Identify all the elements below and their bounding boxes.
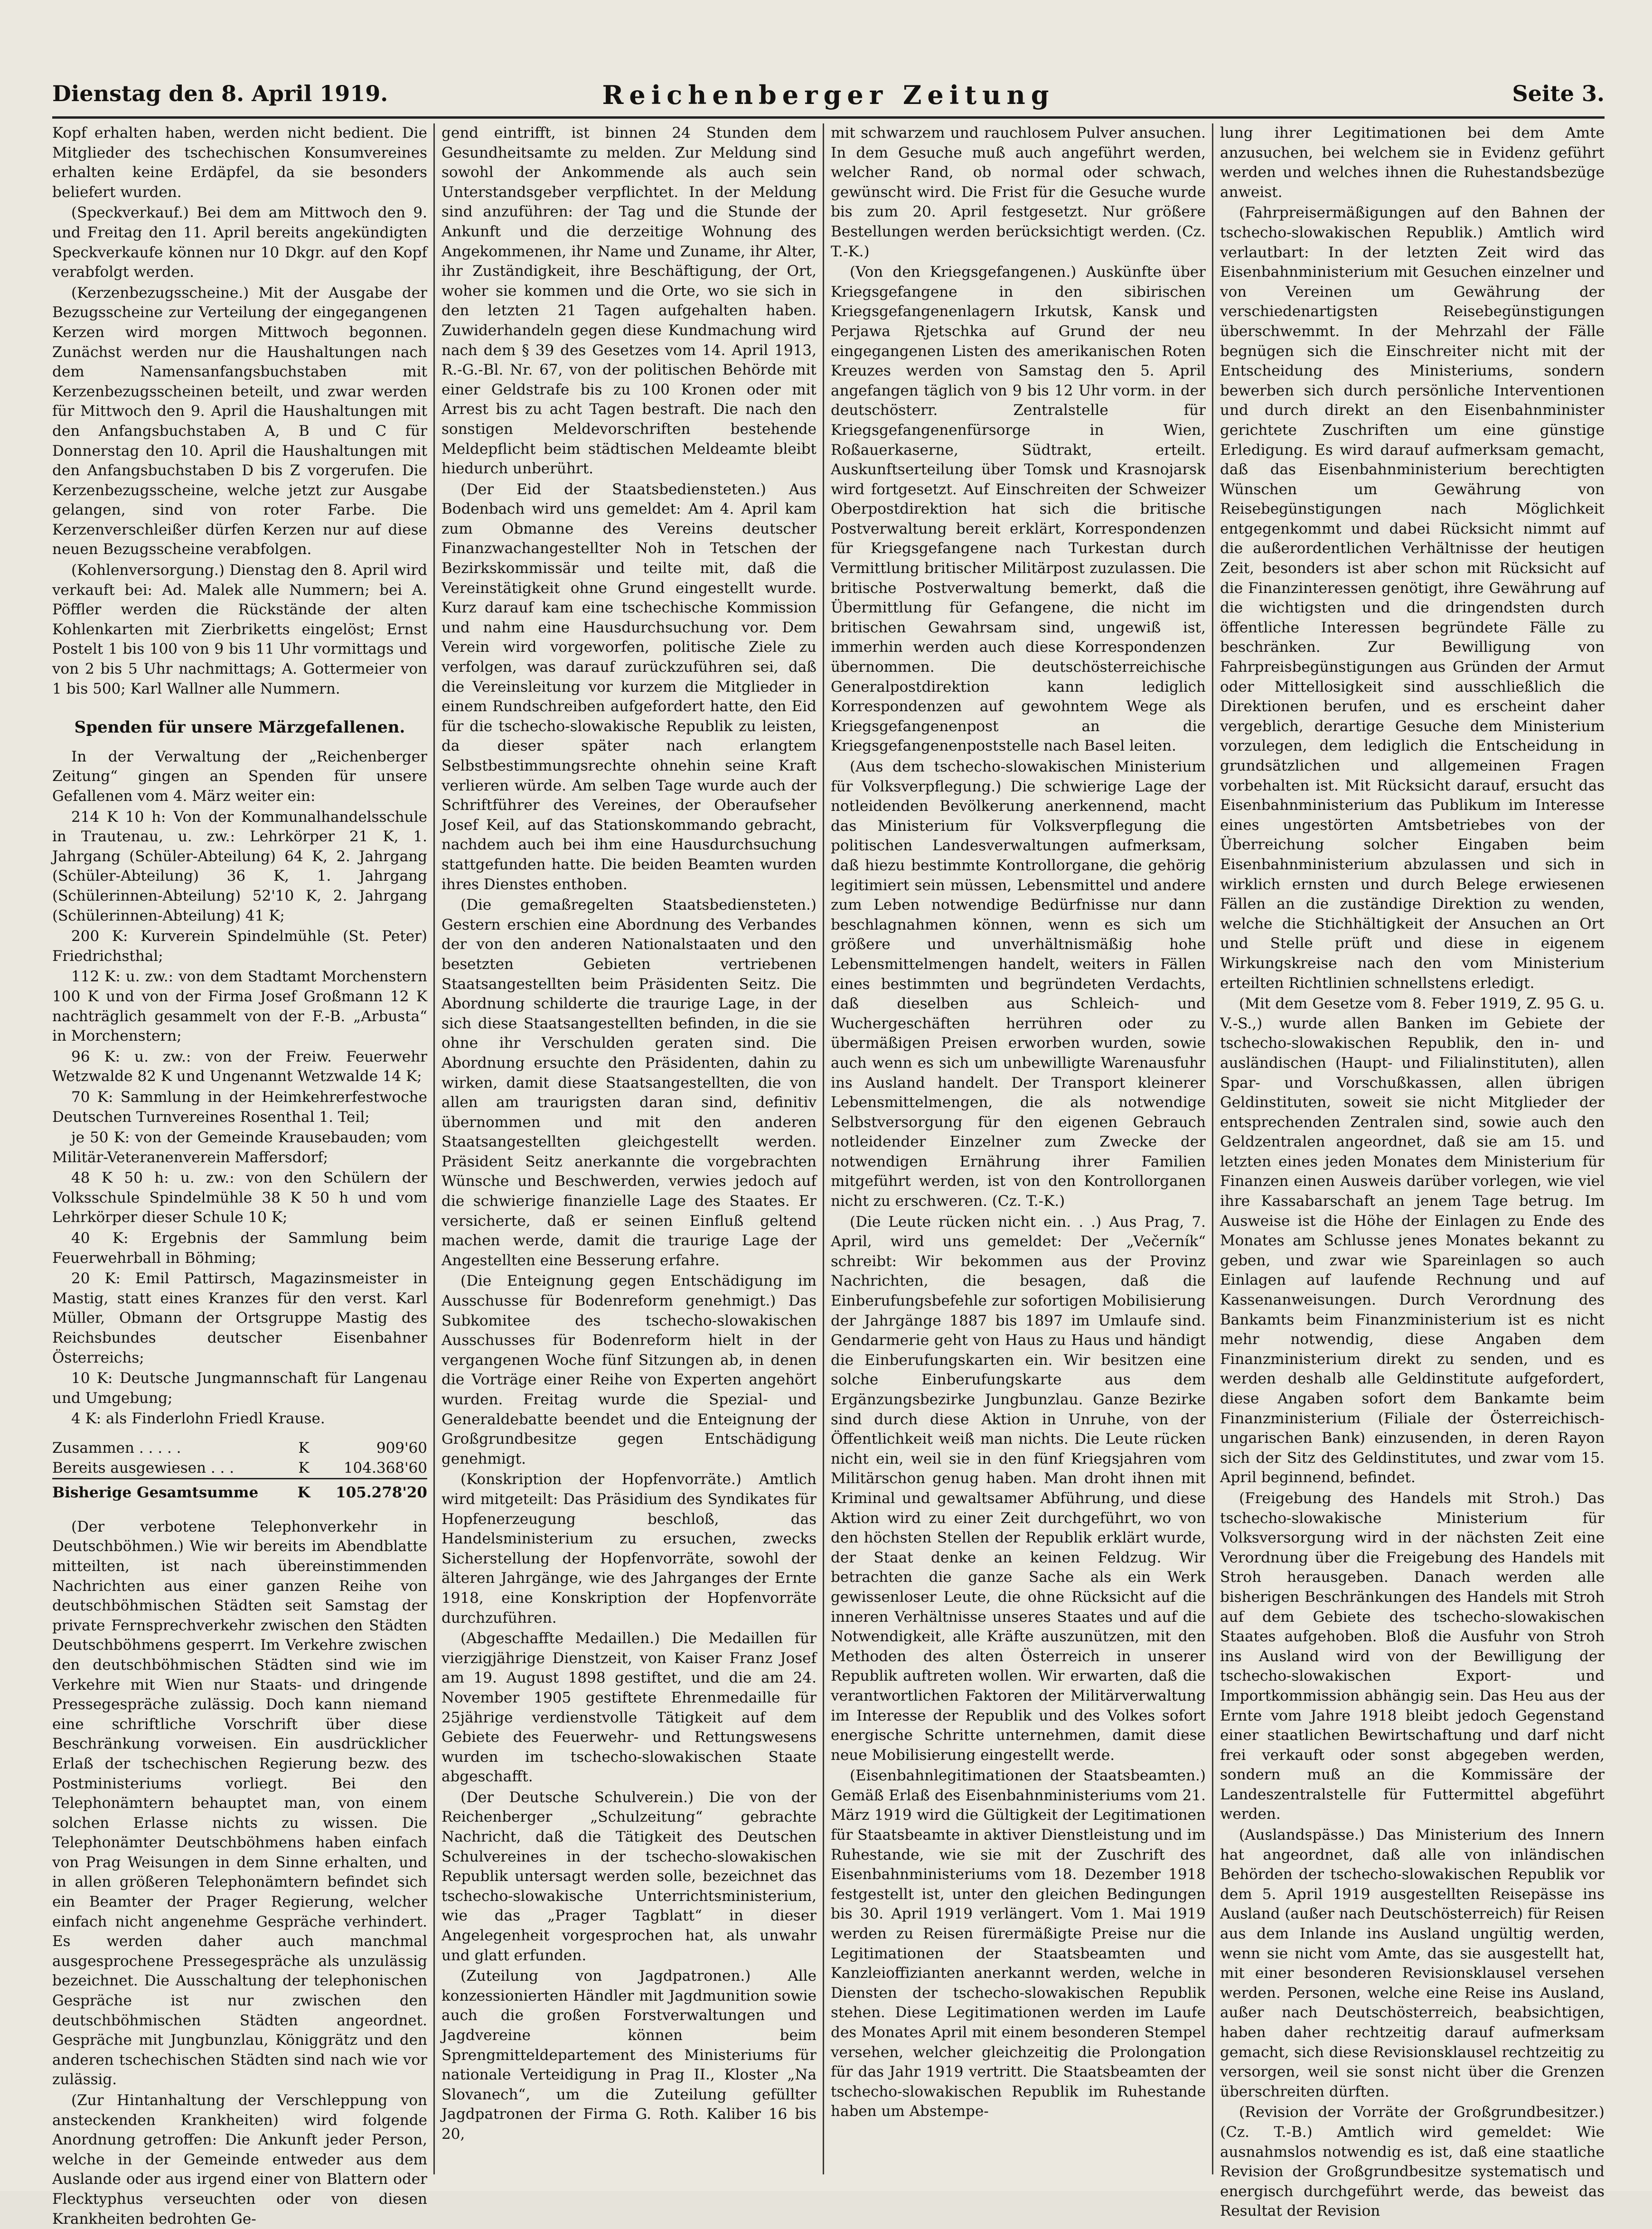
page-header [52,71,1605,114]
article-paragraph: lung ihrer Legitimationen bei dem Amte anzusuchen, bei welchem sie in Evidenz geführt werden und welches ihnen die Ruhestandsbezüge anweist. [1220,124,1605,201]
donations-row-unit: K [298,1459,310,1477]
column-4 [1220,123,1605,2220]
column-divider [823,123,824,2174]
donations-row-unit: K [298,1439,310,1457]
article-paragraph: (Kohlenversorgung.) Dienstag den 8. April wird verkauft bei: Ad. Malek alle Nummern; bei A. Pöffler werden die Rückstände der alten Kohlenkarten mit Zierbriketts eingelöst; Ernst Postelt 1 bis 100 von 9 bis 11 Uhr vormittags und von 2 bis 5 Uhr nachmittags; A. Gottermeier von 1 bis 500; Karl Wallner alle Nummern. [52,562,427,697]
issue-date: Dienstag den 8. April 1919. [52,81,388,106]
donation-item: je 50 K: von der Gemeinde Krausebauden; vom Militär-Veteranenverein Maffersdorf; [52,1129,427,1166]
donation-item: 112 K: u. zw.: von dem Stadtamt Morchenstern 100 K und von der Firma Josef Großmann 12 K nachträglich gesammelt von der F.-B. „Arbusta“ in Morchenstern; [52,968,427,1045]
article-paragraph: (Auslandspässe.) Das Ministerium des Innern hat angeordnet, daß alle von inländischen Behörden der tschecho-slowakischen Republik vor dem 5. April 1919 ausgestellten Reisepässe ins Ausland (außer nach Deutschösterreich) für Reisen aus dem Inlande ins Ausland ungültig werden, wenn sie nicht vom Amte, das sie ausgestellt hat, mit einer besonderen Revisionsklausel versehen werden. Personen, welche eine Reise ins Ausland, außer nach Deutschösterreich, beabsichtigen, haben daher rechtzeitig darauf aufmerksam gemacht, sich diese Revisionsklausel rechtzeitig zu versorgen, weil sie sonst nicht über die Grenzen überschreiten dürften. [1220,1826,1605,2100]
article-paragraph: (Freigebung des Handels mit Stroh.) Das tschecho-slowakische Ministerium für Volksversorgung wird in der nächsten Zeit eine Verordnung über die Freigebung des Handels mit Stroh herausgeben. Danach werden alle bisherigen Beschränkungen des Handels mit Stroh auf dem Gebiete des tschecho-slowakischen Staates aufgehoben. Bloß die Ausfuhr von Stroh ins Ausland wird von der Bewilligung der tschecho-slowakischen Export- und Importkommission abhängig sein. Das Heu aus der Ernte vom Jahre 1918 bleibt jedoch Gegenstand einer staatlichen Bewirtschaftung und darf nicht frei verkauft oder sonst abgegeben werden, sondern muß an die Kommissäre der Landeszentralstelle für Futtermittel abgeführt werden. [1220,1489,1605,1823]
article-paragraph: (Der verbotene Telephonverkehr in Deutschböhmen.) Wie wir bereits im Abendblatte mitteilten, ist nach übereinstimmenden Nachrichten aus einer ganzen Reihe von deutschböhmischen Städten seit Samstag der private Fernsprechverkehr zwischen den Städten Deutschböhmens gesperrt. Im Verkehre zwischen den deutschböhmischen Städten sind wie im Verkehre mit Wien nur Staats- und dringende Pressegespräche zulässig. Doch kann niemand eine schriftliche Vorschrift über diese Beschränkung vorweisen. Ein ausdrücklicher Erlaß der tschechischen Regierung bezw. des Postministeriums vorliegt. Bei den Telephonämtern behauptet man, von einem solchen Erlasse nichts zu wissen. Die Telephonämter Deutschböhmens haben einfach von Prag Weisungen in dem Sinne erhalten, und in allen größeren Telephonämtern befindet sich ein Beamter der Prager Regierung, welcher einfach nicht angenehme Gespräche verhindert. Es werden daher auch manchmal ausgesprochene Pressegespräche als unzulässig bezeichnet. Die Ausschaltung der telephonischen Gespräche ist nur zwischen den deutschböhmischen Städten angeordnet. Gespräche mit Jungbunzlau, Königgrätz und den anderen tschechischen Städten sind nach wie vor zulässig. [52,1518,427,2088]
article-paragraph: (Konskription der Hopfenvorräte.) Amtlich wird mitgeteilt: Das Präsidium des Syndikates für Hopfenerzeugung beschloß, das Handelsministerium zu ersuchen, zwecks Sicherstellung der Hopfenvorräte, sowohl der älteren Jahrgänge, wie des Jahrganges der Ernte 1918, eine Konskription der Hopfenvorräte durchzuführen. [441,1471,817,1627]
donations-total-label: Bisherige Gesamtsumme [52,1479,290,1503]
article-paragraph: (Aus dem tschecho-slowakischen Ministerium für Volksverpflegung.) Die schwierige Lage der notleidenden Bevölkerung anerkennend, macht das Ministerium für Volksverpflegung die politischen Landesverwaltungen aufmerksam, daß hiezu bestimmte Kontrollorgane, die gehörig legitimiert sein müssen, Lebensmittel und andere zum Leben notwendige Bedürfnisse nur dann beschlagnahmen können, wenn es sich um größere und unverhältnismäßig hohe Lebensmittelmengen handelt, weiters in Fällen eines bestimmten und begründeten Verdachts, daß dieselben aus Schleich- und Wuchergeschäften herrühren oder zu übermäßigen Preisen erworben wurden, sowie auch wenn es sich um unbewilligte Warenausfuhr ins Ausland handelt. Der Transport kleinerer Lebensmittelmengen, die als notwendige Selbstversorgung für den eigenen Gebrauch notleidender Einzelner zum Zwecke der notwendigen Ernährung ihrer Familien mitgeführt werden, ist von den Kontrollorganen nicht zu erschweren. (Cz. T.-K.) [831,758,1206,1210]
donations-heading: Spenden für unsere Märzgefallenen. [74,718,405,737]
article-paragraph: (Der Deutsche Schulverein.) Die von der Reichenberger „Schulzeitung“ gebrachte Nachricht, daß die Tätigkeit des Deutschen Schulvereines in der tschecho-slowakischen Republik untersagt werden solle, bezeichnet das tschecho-slowakische Unterrichtsministerium, wie das „Prager Tagblatt“ in dieser Angelegenheit vorgesprochen hat, als unwahr und glatt erfunden. [441,1788,817,1964]
donation-item: 200 K: Kurverein Spindelmühle (St. Peter) Friedrichsthal; [52,928,427,965]
column-divider [1212,123,1213,2174]
donation-item: 4 K: als Finderlohn Friedl Krause. [71,1410,325,1428]
donation-item: 48 K 50 h: u. zw.: von den Schülern der Volksschule Spindelmühle 38 K 50 h und vom Lehrkörper dieser Schule 10 K; [52,1169,427,1226]
donations-intro: In der Verwaltung der „Reichenberger Zeitung“ gingen an Spenden für unsere Gefallenen vom 4. März weiter ein: [52,748,427,805]
donations-total-unit: K [290,1479,318,1503]
donation-item: 10 K: Deutsche Jungmannschaft für Langenau und Umgebung; [52,1370,427,1407]
donations-row-label: Zusammen . . . . . [52,1439,181,1457]
donation-item: 40 K: Ergebnis der Sammlung beim Feuerwehrball in Böhming; [52,1230,427,1267]
article-paragraph: (Von den Kriegsgefangenen.) Auskünfte über Kriegsgefangene in den sibirischen Kriegsgefangenenlagern Irkutsk, Kansk und Perjawa Rjetschka auf Grund der neu eingegangenen Listen des amerikanischen Roten Kreuzes werden von Samstag den 5. April angefangen täglich von 9 bis 12 Uhr vorm. in der deutschösterr. Zentralstelle für Kriegsgefangenenfürsorge in Wien, Roßauerkaserne, Südtrakt, erteilt. Auskunftserteilung über Tomsk und Krasnojarsk wird fortgesetzt. Auf Einschreiten der Schweizer Oberpostdirektion hat sich die britische Postverwaltung bereit erklärt, Korrespondenzen für Kriegsgefangene nach Turkestan durch Vermittlung britischer Militärpost zuzulassen. Die britische Postverwaltung bemerkt, daß die Übermittlung für Gefangene, die nicht im britischen Gewahrsam sind, ungewiß ist, immerhin werden auch diese Korrespondenzen übernommen. Die deutschösterreichische Generalpostdirektion kann lediglich Korrespondenzen auf gewohntem Wege als Kriegsgefangenenpost an die Kriegsgefangenenpoststelle nach Basel leiten. [831,263,1206,755]
column-divider [433,123,435,2174]
article-paragraph: (Zuteilung von Jagdpatronen.) Alle konzessionierten Händler mit Jagdmunition sowie auch die großen Forstverwaltungen und Jagdvereine können beim Sprengmitteldepartement des Ministeriums für nationale Verteidigung in Prag II., Kloster „Na Slovanech“, um die Zuteilung gefüllter Jagdpatronen der Firma G. Roth. Kaliber 16 bis 20, [441,1967,817,2143]
article-paragraph: (Fahrpreisermäßigungen auf den Bahnen der tschecho-slowakischen Republik.) Amtlich wird verlautbart: In der letzten Zeit wird das Eisenbahnministerium mit Gesuchen einzelner und von Vereinen um Gewährung der verschiedenartigsten Reisebegünstigungen überschwemmt. In der Mehrzahl der Fälle begnügen sich die Einschreiter nicht mit der Entscheidung des Ministeriums, sondern bewerben sich durch persönliche Interventionen und durch direkt an den Eisenbahnminister gerichtete Zuschriften um eine günstige Erledigung. Es wird darauf aufmerksam gemacht, daß das Eisenbahnministerium berechtigten Wünschen um Gewährung von Reisebegünstigungen nach Möglichkeit entgegenkommt und dabei Rücksicht nimmt auf die außerordentlichen Verhältnisse der heutigen Zeit, besonders ist aber schon mit Rücksicht auf die Finanzinteressen genötigt, ihre Gewährung auf die wichtigsten und die dringendsten durch öffentliche Interessen begründete Fälle zu beschränken. Zur Bewilligung von Fahrpreisbegünstigungen aus Gründen der Armut oder Mittellosigkeit sind ausschließlich die Direktionen berufen, und es erscheint daher vergeblich, derartige Gesuche dem Ministerium vorzulegen, dem lediglich die Entscheidung in grundsätzlichen und allgemeinen Fragen vorbehalten ist. Mit Rücksicht darauf, ersucht das Eisenbahnministerium das Publikum im Interesse eines ungestörten Amtsbetriebes von der Überreichung solcher Eingaben beim Eisenbahnministerium abzulassen und sich in wirklich ernsten und durch Belege erwiesenen Fällen an die zuständige Direktion zu wenden, welche die Stichhältigkeit der Ansuchen an Ort und Stelle prüft und diese in eigenem Wirkungskreise nach den vom Ministerium erteilten Richtlinien schnellstens erledigt. [1220,204,1605,992]
donation-item: 20 K: Emil Pattirsch, Magazinsmeister in Mastig, statt eines Kranzes für den verst. Karl Müller, Obmann der Ortsgruppe Mastig des Reichsbundes deutscher Eisenbahner Österreichs; [52,1270,427,1366]
donations-row [52,1458,427,1479]
article-paragraph: (Eisenbahnlegitimationen der Staatsbeamten.) Gemäß Erlaß des Eisenbahnministeriums vom 21. März 1919 wird die Gültigkeit der Legitimationen für Staatsbeamte in aktiver Dienstleistung und im Ruhestande, wie sie mit der Zuschrift des Eisenbahnministeriums vom 18. Dezember 1918 festgestellt ist, unter den gleichen Bedingungen bis 30. April 1919 verlängert. Vom 1. Mai 1919 werden zu Reisen fürermäßigte Preise nur die Legitimationen der Staatsbeamten und Kanzleioffizianten anerkannt werden, welche in Diensten der tschecho-slowakischen Republik stehen. Diese Legitimationen werden im Laufe des Monates April mit einem besonderen Stempel versehen, welcher gleichzeitig die Prolongation für das Jahr 1919 vertritt. Die Staatsbeamten der tschecho-slowakischen Republik im Ruhestande haben um Abstempe- [831,1767,1206,2120]
donation-item: 70 K: Sammlung in der Heimkehrerfestwoche Deutschen Turnvereines Rosenthal 1. Teil; [52,1088,427,1126]
donations-row-label: Bereits ausgewiesen . . . [52,1459,235,1477]
article-paragraph: Kopf erhalten haben, werden nicht bedient. Die Mitglieder des tschechischen Konsumvereines erhalten keine Erdäpfel, da sie besonders beliefert wurden. [52,124,427,201]
article-paragraph: (Die Enteignung gegen Entschädigung im Ausschusse für Bodenreform genehmigt.) Das Subkomitee des tschecho-slowakischen Ausschusses für Bodenreform hielt in der vergangenen Woche fünf Sitzungen ab, in denen die Vorträge einer Reihe von Experten angehört wurden. Freitag wurde die Spezial- und Generaldebatte beendet und die Enteignung der Großgrundbesitze gegen Entschädigung genehmigt. [441,1272,817,1467]
article-paragraph: (Der Eid der Staatsbediensteten.) Aus Bodenbach wird uns gemeldet: Am 4. April kam zum Obmanne des Vereins deutscher Finanzwachangestellter Noh in Tetschen der Bezirkskommissär und teilte mit, daß die Vereinstätigkeit ohne Grund eingestellt wurde. Kurz darauf kam eine tschechische Kommission und nahm eine Hausdurchsuchung vor. Dem Verein wird vorgeworfen, politische Ziele zu verfolgen, was darauf zurückzuführen sei, daß die Vereinsleitung vor kurzem die Mitglieder in einem Rundschreiben aufgefordert hatte, den Eid für die tschecho-slowakische Republik zu leisten, da dieser später nach erlangtem Selbstbestimmungsrechte ohnehin seine Kraft verlieren würde. Am selben Tage wurde auch der Schriftführer des Vereines, der Oberaufseher Josef Keil, auf das Stationskommando gebracht, nachdem auch bei ihm eine Hausdurchsuchung stattgefunden hatte. Die beiden Beamten wurden ihres Dienstes enthoben. [441,480,817,893]
page-number: Seite 3. [1512,81,1605,106]
article-paragraph: (Speckverkauf.) Bei dem am Mittwoch den 9. und Freitag den 11. April bereits angekündigten Speckverkaufe können nur 10 Dkgr. auf den Kopf verabfolgt werden. [52,204,427,281]
donations-row-value: 909'60 [376,1439,427,1457]
article-paragraph: mit schwarzem und rauchlosem Pulver ansuchen. In dem Gesuche muß auch angeführt werden, welcher Rand, ob normal oder schwach, gewünscht wird. Die Frist für die Gesuche wurde bis zum 20. April festgesetzt. Nur größere Bestellungen werden berücksichtigt werden. (Cz. T.-K.) [831,124,1206,260]
donation-item: 96 K: u. zw.: von der Freiw. Feuerwehr Wetzwalde 82 K und Ungenannt Wetzwalde 14 K; [52,1048,427,1085]
donations-row-value: 104.368'60 [343,1459,427,1477]
donations-table [52,1439,427,1503]
donation-item: 214 K 10 h: Von der Kommunalhandelsschule in Trautenau, u. zw.: Lehrkörper 21 K, 1. Jahrgang (Schüler-Abteilung) 64 K, 2. Jahrgang (Schüler-Abteilung) 36 K, 1. Jahrgang (Schülerinnen-Abteilung) 52'10 K, 2. Jahrgang (Schülerinnen-Abteilung) 41 K; [52,808,427,924]
donations-row [52,1439,427,1458]
column-1 [52,123,427,2228]
donations-total-row [52,1479,427,1503]
article-paragraph: (Abgeschaffte Medaillen.) Die Medaillen für vierzigjährige Dienstzeit, von Kaiser Franz Josef am 19. August 1898 gestiftet, und die am 24. November 1905 gestiftete Ehrenmedaille für 25jährige verdienstvolle Tätigkeit auf dem Gebiete des Feuerwehr- und Rettungswesens wurden im tschecho-slowakischen Staate abgeschafft. [441,1630,817,1786]
column-3 [831,123,1206,2174]
article-paragraph: (Zur Hintanhaltung der Verschleppung von ansteckenden Krankheiten) wird folgende Anordnung getroffen: Die Ankunft jeder Person, welche in der Gemeinde entweder aus dem Auslande oder aus irgend einer von Blattern oder Flecktyphus verseuchten oder von diesen Krankheiten bedrohten Ge- [52,2092,427,2228]
article-paragraph: (Kerzenbezugsscheine.) Mit der Ausgabe der Bezugsscheine zur Verteilung der eingegangenen Kerzen wird morgen Mittwoch begonnen. Zunächst werden nur die Haushaltungen nach dem Namensanfangsbuchstaben mit Kerzenbezugsscheinen beteilt, und zwar werden für Mittwoch den 9. April die Haushaltungen mit den Anfangsbuchstaben A, B und C für Donnerstag den 10. April die Haushaltungen mit den Anfangsbuchstaben D bis Z vorgerufen. Die Kerzenbezugsscheine, welche jetzt zur Ausgabe gelangen, sind von roter Farbe. Die Kerzenverschleißer dürfen Kerzen nur auf diese neuen Bezugsscheine verabfolgen. [52,284,427,558]
header-rule [52,116,1605,119]
article-paragraph: (Mit dem Gesetze vom 8. Feber 1919, Z. 95 G. u. V.-S.,) wurde allen Banken im Gebiete der tschecho-slowakischen Republik, den in- und ausländischen (Haupt- und Filialinstituten), allen Spar- und Vorschußkassen, allen übrigen Geldinstituten, soweit sie nicht Mitglieder der entsprechenden Zentralen sind, sowie auch den Geldzentralen angeordnet, daß sie am 15. und letzten eines jeden Monates dem Ministerium für Finanzen einen Ausweis darüber vorlegen, wie viel ihre Kassabarschaft an jenem Tage betrug. Im Ausweise ist die Höhe der Einlagen zu Ende des Monates am Schlusse jenes Monates bekannt zu geben, und zwar wie Spareinlagen so auch Einlagen auf laufende Rechnung und auf Kassenanweisungen. Durch Verordnung des Bankamts beim Finanzministerium ist es nicht mehr notwendig, diese Angaben dem Finanzministerium direkt zu senden, und es werden deshalb alle Geldinstitute aufgefordert, diese Angaben sofort dem Bankamte beim Finanzministerium (Filiale der Österreichisch-ungarischen Bank) einzusenden, in deren Rayon sich der Sitz des Geldinstitutes, und zwar vom 15. April beginnend, befindet. [1220,995,1605,1486]
article-paragraph: (Revision der Vorräte der Großgrundbesitzer.) (Cz. T.-B.) Amtlich wird gemeldet: Wie ausnahmslos notwendig es ist, daß eine staatliche Revision der Großgrundbesitze systematisch und energisch durchgeführt werde, das beweist das Resultat der Revision [1220,2104,1605,2220]
article-paragraph: (Die gemaßregelten Staatsbediensteten.) Gestern erschien eine Abordnung des Verbandes der von den anderen Nationalstaaten und den besetzten Gebieten vertriebenen Staatsangestellten beim Präsidenten Seitz. Die Abordnung schilderte die traurige Lage, in der sich diese Staatsangestellten befinden, in die sie ohne ihr Verschulden geraten sind. Die Abordnung ersuchte den Präsidenten, dahin zu wirken, damit diese Staatsangestellten, die von allen am traurigsten daran sind, definitiv übernommen und mit den anderen Staatsangestellten gleichgestellt werden. Präsident Seitz anerkannte die vorgebrachten Wünsche und Beschwerden, verwies jedoch auf die schwierige finanzielle Lage des Staates. Er versicherte, daß er seinen Einfluß geltend machen werde, damit die traurige Lage der Angestellten eine Besserung erfahre. [441,896,817,1269]
article-paragraph: gend eintrifft, ist binnen 24 Stunden dem Gesundheitsamte zu melden. Zur Meldung sind sowohl der Ankommende als auch sein Unterstandsgeber verpflichtet. In der Meldung sind anzuführen: der Tag und die Stunde der Ankunft und die derzeitige Wohnung des Angekommenen, ihr Name und Zuname, ihr Alter, ihr Zuständigkeit, ihre Beschäftigung, der Ort, woher sie kommen und die Orte, wo sie sich in den letzten 21 Tagen aufgehalten haben. Zuwiderhandeln gegen diese Kundmachung wird nach dem § 39 des Gesetzes vom 14. April 1913, R.-G.-Bl. Nr. 67, von der politischen Behörde mit einer Geldstrafe bis zu 100 Kronen oder mit Arrest bis zu acht Tagen bestraft. Die nach den sonstigen Meldevorschriften bestehende Meldepflicht beim städtischen Meldeamte bleibt hiedurch unberührt. [441,124,817,478]
column-2 [441,123,817,2174]
newspaper-title: Reichenberger Zeitung [602,80,1055,110]
donations-total-value: 105.278'20 [318,1479,427,1503]
article-paragraph: (Die Leute rücken nicht ein. . .) Aus Prag, 7. April, wird uns gemeldet: Der „Večerník“ schreibt: Wir bekommen aus der Provinz Nachrichten, die besagen, daß die Einberufungsbefehle zur sofortigen Mobilisierung der Jahrgänge 1887 bis 1897 im Umlaufe sind. Gendarmerie geht von Haus zu Haus und händigt die Einberufungskarten ein. Wir besitzen eine solche Einberufungskarte aus dem Ergänzungsbezirke Jungbunzlau. Ganze Bezirke sind durch diese Aktion in Unruhe, von der Öffentlichkeit weiß man nichts. Die Leute rücken nicht ein, weil sie in den fünf Kriegsjahren vom Militärschon genug haben. Man droht ihnen mit Kriminal und gewaltsamer Abführung, und diese Aktion wird zu einer Zeit durchgeführt, wo von den höchsten Stellen der Republik erklärt wurde, der Staat denke an keinen Feldzug. Wir betrachten die ganze Sache als ein Werk gewissenloser Leute, die ohne Rücksicht auf die inneren Verhältnisse unseres Staates und auf die Notwendigkeit, alle Kräfte auszunützen, mit den Methoden des alten Österreich in unserer Republik auftreten wollen. Wir erwarten, daß die verantwortlichen Faktoren der Militärverwaltung im Interesse der Republik und des Volkes sofort energische Schritte unternehmen, damit diese neue Mobilisierung eingestellt werde. [831,1213,1206,1764]
